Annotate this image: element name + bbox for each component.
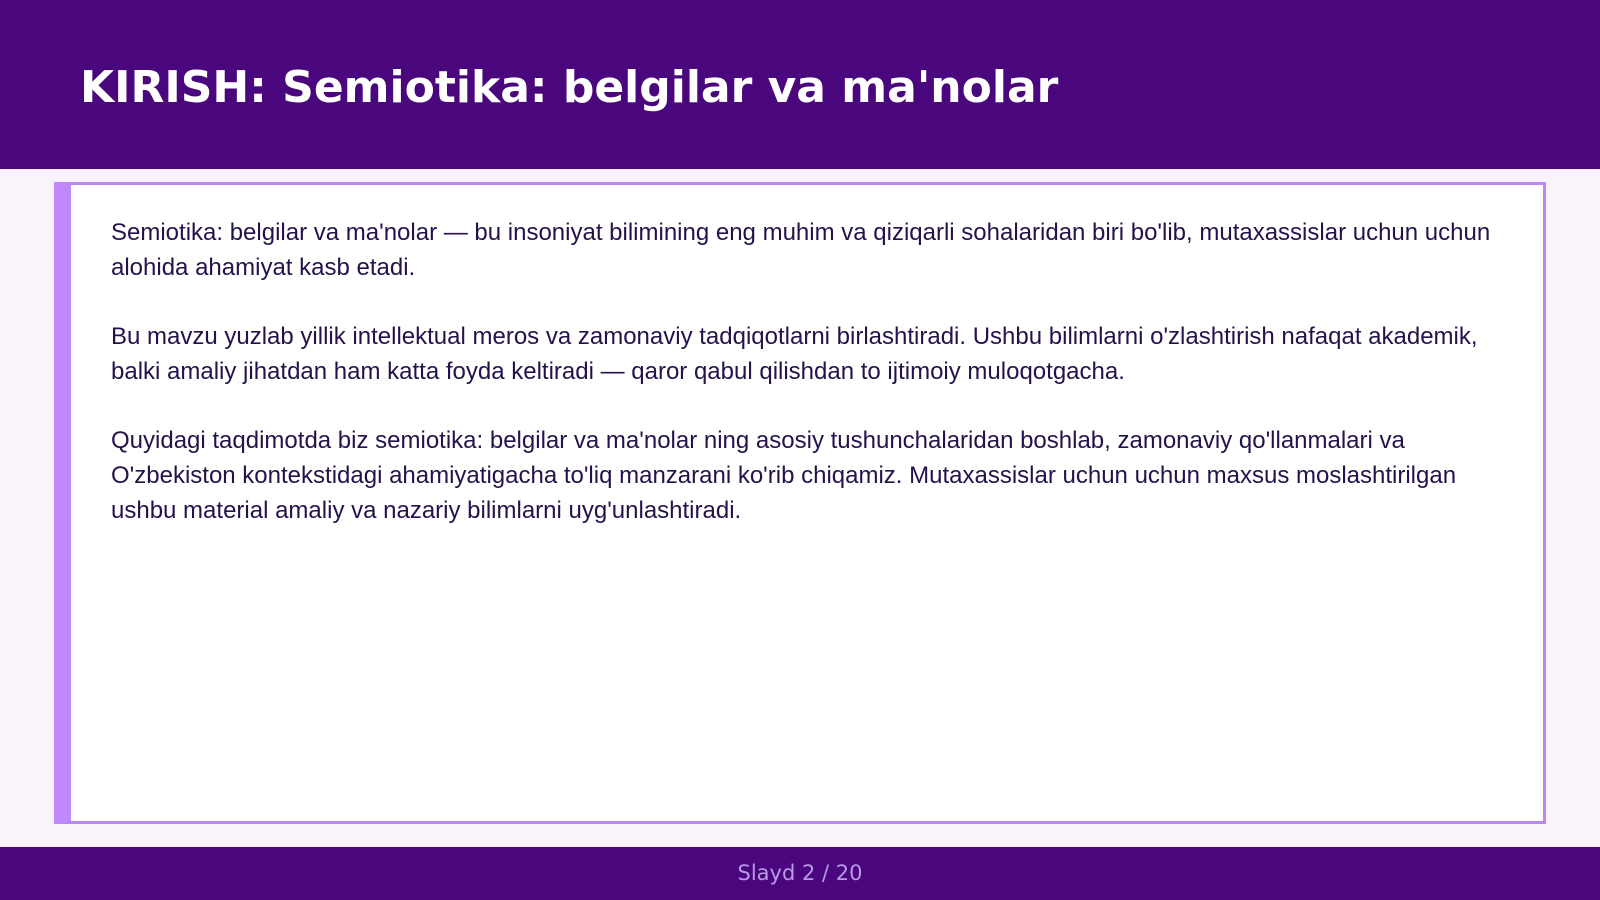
intro-paragraph: Semiotika: belgilar va ma'nolar — bu insoniyat bilimining eng muhim va qiziqarli sohalaridan biri bo'lib, mutaxassislar uchun uchun alohida ahamiyat kasb etadi. xyxy=(111,219,1491,281)
slide-footer xyxy=(0,847,1600,900)
content-card xyxy=(54,182,1546,824)
slide-body-text xyxy=(111,215,1501,562)
context-paragraph: Bu mavzu yuzlab yillik intellektual meros va zamonaviy tadqiqotlarni birlashtiradi. Ushbu bilimlarni o'zlashtirish nafaqat akademik, balki amaliy jihatdan ham katta foyda keltiradi — qaror qabul qilishdan to ijtimoiy muloqotgacha. xyxy=(111,323,1478,385)
presentation-overview-paragraph: Quyidagi taqdimotda biz semiotika: belgilar va ma'nolar ning asosiy tushunchalaridan boshlab, zamonaviy qo'llanmalari va O'zbekiston kontekstidagi ahamiyatigacha to'liq manzarani ko'rib chiqamiz. Mutaxassislar uchun uchun maxsus moslashtirilgan ushbu material amaliy va nazariy bilimlarni uyg'unlashtiradi. xyxy=(111,427,1457,524)
slide-counter: Slayd 2 / 20 xyxy=(737,861,863,885)
slide-header xyxy=(0,0,1600,169)
slide-title: KIRISH: Semiotika: belgilar va ma'nolar xyxy=(80,62,1059,113)
